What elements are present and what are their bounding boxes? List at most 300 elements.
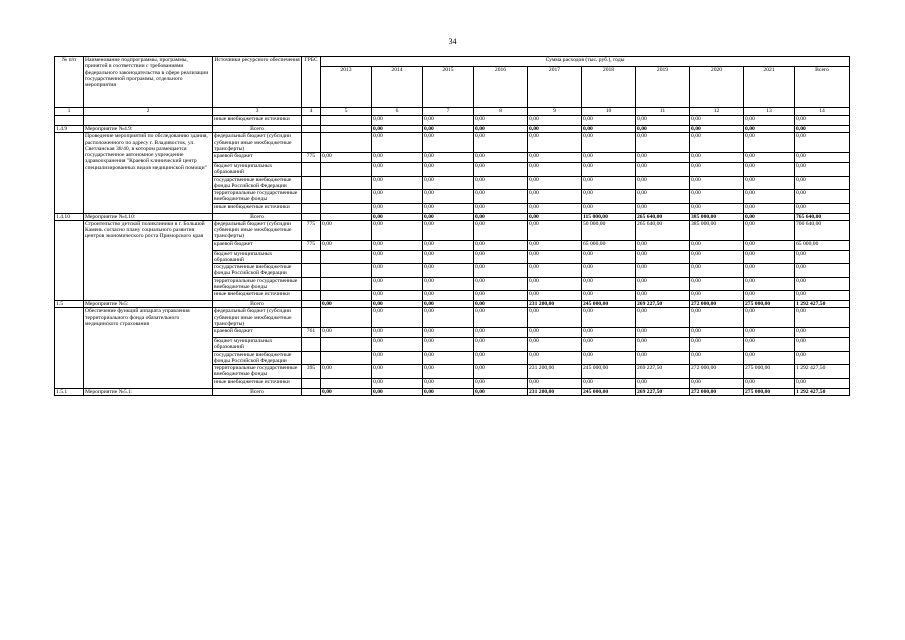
- row-value: 0,00: [795, 277, 850, 291]
- row-value: 0,00: [372, 378, 423, 388]
- row-value: 0,00: [372, 203, 423, 213]
- row-value: 0,00: [795, 291, 850, 301]
- row-value: 0,00: [636, 163, 690, 177]
- row-value: 0,00: [744, 378, 795, 388]
- row-value: 0,00: [474, 153, 528, 163]
- row-grbs: [302, 126, 321, 133]
- header-year: 2021: [744, 67, 795, 108]
- row-value: 265 640,00: [636, 213, 690, 220]
- row-value: 0,00: [372, 328, 423, 338]
- row-value: 0,00: [744, 277, 795, 291]
- row-value: 0,00: [690, 264, 744, 278]
- row-value: 0,00: [636, 291, 690, 301]
- row-value: [321, 116, 372, 126]
- table-header: [55, 57, 850, 116]
- row-value: 0,00: [474, 338, 528, 352]
- row-value: 0,00: [528, 277, 582, 291]
- row-value: 0,00: [636, 378, 690, 388]
- row-value: 0,00: [474, 301, 528, 308]
- row-value: 0,00: [795, 338, 850, 352]
- row-grbs: [302, 338, 321, 352]
- row-value: 245 000,00: [582, 365, 636, 379]
- row-value: 0,00: [528, 163, 582, 177]
- row-value: 0,00: [423, 190, 474, 204]
- row-value: 0,00: [423, 116, 474, 126]
- row-value: [321, 351, 372, 365]
- row-source: иные внебюджетные источники: [213, 203, 302, 213]
- row-value: [321, 176, 372, 190]
- row-value: 0,00: [795, 153, 850, 163]
- row-value: 0,00: [636, 328, 690, 338]
- row-grbs: 775: [302, 220, 321, 240]
- row-value: 0,00: [744, 116, 795, 126]
- row-value: 0,00: [582, 133, 636, 153]
- row-value: 0,00: [474, 308, 528, 328]
- row-value: 0,00: [690, 133, 744, 153]
- row-value: 0,00: [690, 277, 744, 291]
- row-value: 0,00: [795, 328, 850, 338]
- row-value: [321, 264, 372, 278]
- row-value: 0,00: [744, 220, 795, 240]
- row-value: 0,00: [528, 308, 582, 328]
- row-value: 0,00: [636, 277, 690, 291]
- row-value: 0,00: [423, 203, 474, 213]
- row-grbs: [302, 351, 321, 365]
- row-grbs: [302, 378, 321, 388]
- row-source: Всего: [213, 388, 302, 395]
- row-value: 0,00: [474, 378, 528, 388]
- row-value: 0,00: [423, 338, 474, 352]
- row-value: 0,00: [690, 203, 744, 213]
- row-description: Обеспечение функций аппарата управления территориального фонда обязательного медицинского страхования: [84, 308, 213, 388]
- column-index: 11: [636, 108, 690, 116]
- row-value: 0,00: [690, 338, 744, 352]
- row-value: 0,00: [528, 291, 582, 301]
- row-value: 0,00: [744, 176, 795, 190]
- row-value: 0,00: [423, 153, 474, 163]
- row-source: государственные внебюджетные фонды Российской Федерации: [213, 176, 302, 190]
- row-value: 0,00: [582, 163, 636, 177]
- header-year: 2015: [423, 67, 474, 108]
- row-grbs: [302, 388, 321, 395]
- row-value: 0,00: [690, 351, 744, 365]
- column-index: 5: [321, 108, 372, 116]
- row-value: 0,00: [372, 220, 423, 240]
- row-number: 1.4.10: [55, 213, 84, 220]
- table-row-total: [55, 213, 850, 220]
- column-index: 14: [795, 108, 850, 116]
- row-value: 0,00: [474, 365, 528, 379]
- row-value: 0,00: [372, 116, 423, 126]
- row-value: 385 000,00: [690, 220, 744, 240]
- header-year: 2018: [582, 67, 636, 108]
- row-grbs: [302, 116, 321, 126]
- row-value: 0,00: [636, 153, 690, 163]
- row-value: 0,00: [582, 264, 636, 278]
- row-value: 0,00: [321, 153, 372, 163]
- row-value: 0,00: [795, 378, 850, 388]
- row-value: 0,00: [690, 153, 744, 163]
- row-value: 272 000,00: [690, 301, 744, 308]
- row-value: 0,00: [372, 301, 423, 308]
- column-index: 2: [84, 108, 213, 116]
- row-value: 0,00: [528, 176, 582, 190]
- row-value: 0,00: [636, 338, 690, 352]
- header-year-total: Всего: [795, 67, 850, 108]
- row-source: иные внебюджетные источники: [213, 116, 302, 126]
- header-year: 2020: [690, 67, 744, 108]
- row-value: 231 200,00: [528, 301, 582, 308]
- row-value: 0,00: [795, 176, 850, 190]
- row-grbs: [302, 163, 321, 177]
- column-index: 1: [55, 108, 84, 116]
- row-value: 0,00: [744, 351, 795, 365]
- row-value: 0,00: [795, 190, 850, 204]
- header-year: 2017: [528, 67, 582, 108]
- row-value: 385 000,00: [690, 213, 744, 220]
- row-grbs: 761: [302, 328, 321, 338]
- row-source: территориальные государственные внебюджетные фонды: [213, 365, 302, 379]
- row-value: 0,00: [795, 264, 850, 278]
- row-grbs: [302, 190, 321, 204]
- row-value: 0,00: [744, 133, 795, 153]
- page-number: 34: [448, 37, 457, 46]
- row-value: 0,00: [582, 153, 636, 163]
- column-index: 6: [372, 108, 423, 116]
- row-value: 0,00: [474, 388, 528, 395]
- column-index: 4: [302, 108, 321, 116]
- row-value: [321, 277, 372, 291]
- row-grbs: [302, 277, 321, 291]
- row-value: 275 000,00: [744, 365, 795, 379]
- column-index: 7: [423, 108, 474, 116]
- row-value: [321, 291, 372, 301]
- row-source: иные внебюджетные источники: [213, 291, 302, 301]
- row-value: 0,00: [744, 126, 795, 133]
- row-value: 245 000,00: [582, 301, 636, 308]
- row-value: 0,00: [582, 250, 636, 264]
- header-col-grbs: ГРБС: [302, 57, 321, 108]
- row-value: 0,00: [528, 378, 582, 388]
- row-value: 0,00: [423, 365, 474, 379]
- row-number: 1.5.1: [55, 388, 84, 395]
- row-value: 65 000,00: [582, 240, 636, 250]
- header-year: 2014: [372, 67, 423, 108]
- row-number: 1.4.9: [55, 126, 84, 133]
- header-year: 2019: [636, 67, 690, 108]
- row-value: 0,00: [636, 250, 690, 264]
- row-value: 0,00: [372, 133, 423, 153]
- row-value: 0,00: [744, 153, 795, 163]
- budget-table: [54, 56, 850, 396]
- row-value: 0,00: [528, 153, 582, 163]
- row-value: 0,00: [795, 116, 850, 126]
- row-grbs: [302, 264, 321, 278]
- row-source: территориальные государственные внебюджетные фонды: [213, 277, 302, 291]
- row-value: 0,00: [372, 163, 423, 177]
- row-value: 0,00: [321, 328, 372, 338]
- row-source: государственные внебюджетные фонды Российской Федерации: [213, 351, 302, 365]
- table-row-total: [55, 388, 850, 395]
- row-value: 0,00: [582, 126, 636, 133]
- row-number: 1.5: [55, 301, 84, 308]
- row-value: 0,00: [582, 338, 636, 352]
- row-value: 0,00: [474, 203, 528, 213]
- row-value: 272 000,00: [690, 388, 744, 395]
- row-value: 0,00: [690, 328, 744, 338]
- row-value: 0,00: [582, 291, 636, 301]
- row-value: 0,00: [474, 351, 528, 365]
- row-value: 0,00: [528, 351, 582, 365]
- row-value: 0,00: [372, 388, 423, 395]
- header-sum: Сумма расходов (тыс. руб.), годы: [321, 57, 850, 67]
- row-value: 0,00: [636, 116, 690, 126]
- row-description: Строительство детской поликлиники в г. Большой Камень согласно плану социального развития центров экономического роста Приморского края: [84, 220, 213, 300]
- row-value: [321, 163, 372, 177]
- row-value: 0,00: [372, 240, 423, 250]
- row-number: [55, 116, 84, 126]
- row-value: 50 000,00: [582, 220, 636, 240]
- row-value: 0,00: [423, 220, 474, 240]
- row-value: [321, 133, 372, 153]
- row-value: 1 292 427,50: [795, 388, 850, 395]
- row-name: [84, 116, 213, 126]
- row-number-empty: [55, 308, 84, 388]
- row-value: 1 292 427,50: [795, 301, 850, 308]
- table-row: [55, 116, 850, 126]
- row-value: 0,00: [372, 126, 423, 133]
- column-index: 12: [690, 108, 744, 116]
- row-value: 0,00: [372, 153, 423, 163]
- row-value: 0,00: [423, 240, 474, 250]
- row-value: 0,00: [528, 126, 582, 133]
- row-value: 0,00: [474, 328, 528, 338]
- row-value: 0,00: [744, 291, 795, 301]
- row-value: 0,00: [744, 308, 795, 328]
- row-value: 0,00: [372, 308, 423, 328]
- row-value: 269 227,50: [636, 388, 690, 395]
- row-value: 0,00: [423, 264, 474, 278]
- row-source: государственные внебюджетные фонды Российской Федерации: [213, 264, 302, 278]
- row-source: федеральный бюджет (субсидии субвенции иные межбюджетные трансферты): [213, 308, 302, 328]
- row-value: 0,00: [744, 190, 795, 204]
- column-index: 9: [528, 108, 582, 116]
- row-value: 0,00: [528, 328, 582, 338]
- row-value: 0,00: [321, 365, 372, 379]
- row-value: [321, 203, 372, 213]
- row-value: 0,00: [636, 133, 690, 153]
- row-value: 0,00: [690, 250, 744, 264]
- row-value: 0,00: [423, 388, 474, 395]
- table-row: [55, 308, 850, 328]
- row-source: краевой бюджет: [213, 153, 302, 163]
- row-value: 0,00: [423, 301, 474, 308]
- row-value: 275 000,00: [744, 388, 795, 395]
- row-value: 0,00: [690, 163, 744, 177]
- column-index: 3: [213, 108, 302, 116]
- row-value: 231 200,00: [528, 365, 582, 379]
- row-value: 0,00: [690, 126, 744, 133]
- row-grbs: [302, 301, 321, 308]
- row-value: 0,00: [423, 378, 474, 388]
- row-name: Мероприятие №4.9:: [84, 126, 213, 133]
- table-body: [55, 116, 850, 396]
- row-value: [321, 213, 372, 220]
- row-description: Проведение мероприятий по обследованию здания, расположенного по адресу г. Владивосток, ул. Светланская 38/40, в котором размещается государственное автономное учреждение здравоохранения "Краевой клинический центр специализированных видов медицинской помощи": [84, 133, 213, 213]
- row-source: федеральный бюджет (субсидии субвенции иные межбюджетные трансферты): [213, 220, 302, 240]
- row-value: 0,00: [795, 308, 850, 328]
- row-value: 0,00: [474, 126, 528, 133]
- header-col-source: Источники ресурсного обеспечения: [213, 57, 302, 108]
- row-value: 0,00: [423, 176, 474, 190]
- row-value: 115 000,00: [582, 213, 636, 220]
- row-value: 0,00: [636, 176, 690, 190]
- row-value: 0,00: [528, 240, 582, 250]
- row-grbs: [302, 203, 321, 213]
- row-value: 0,00: [744, 250, 795, 264]
- row-source: федеральный бюджет (субсидии субвенции иные межбюджетные трансферты): [213, 133, 302, 153]
- row-value: [321, 338, 372, 352]
- row-value: 0,00: [528, 213, 582, 220]
- row-source: бюджет муниципальных образований: [213, 250, 302, 264]
- row-value: 0,00: [474, 190, 528, 204]
- header-year: 2016: [474, 67, 528, 108]
- row-value: 0,00: [690, 378, 744, 388]
- row-value: 0,00: [474, 133, 528, 153]
- row-value: 0,00: [636, 190, 690, 204]
- row-source: бюджет муниципальных образований: [213, 163, 302, 177]
- row-value: 0,00: [372, 250, 423, 264]
- row-value: 0,00: [474, 116, 528, 126]
- row-value: [321, 126, 372, 133]
- row-grbs: 775: [302, 240, 321, 250]
- row-value: 0,00: [474, 240, 528, 250]
- row-value: [321, 378, 372, 388]
- row-value: 0,00: [423, 133, 474, 153]
- row-value: 0,00: [528, 220, 582, 240]
- row-source: иные внебюджетные источники: [213, 378, 302, 388]
- row-value: 0,00: [474, 291, 528, 301]
- row-value: 700 640,00: [795, 220, 850, 240]
- row-name: Мероприятие №4.10:: [84, 213, 213, 220]
- row-value: 0,00: [690, 116, 744, 126]
- row-value: 0,00: [582, 277, 636, 291]
- table-row-total: [55, 301, 850, 308]
- row-value: 0,00: [795, 351, 850, 365]
- row-grbs: [302, 133, 321, 153]
- row-value: 0,00: [528, 338, 582, 352]
- row-value: 1 292 427,50: [795, 365, 850, 379]
- row-value: 0,00: [528, 133, 582, 153]
- row-value: 0,00: [423, 163, 474, 177]
- row-value: 0,00: [372, 351, 423, 365]
- row-value: [321, 308, 372, 328]
- row-value: 0,00: [582, 203, 636, 213]
- row-value: 0,00: [372, 213, 423, 220]
- row-value: 272 000,00: [690, 365, 744, 379]
- row-value: 0,00: [474, 213, 528, 220]
- row-value: 245 000,00: [582, 388, 636, 395]
- row-value: 0,00: [744, 338, 795, 352]
- row-value: 0,00: [744, 213, 795, 220]
- column-index: 8: [474, 108, 528, 116]
- row-value: 0,00: [744, 163, 795, 177]
- row-value: 0,00: [474, 176, 528, 190]
- row-value: 275 000,00: [744, 301, 795, 308]
- row-value: 0,00: [582, 308, 636, 328]
- row-value: 269 227,50: [636, 301, 690, 308]
- row-value: 0,00: [690, 240, 744, 250]
- row-value: 0,00: [372, 365, 423, 379]
- row-name: Мероприятие №5:: [84, 301, 213, 308]
- row-source: краевой бюджет: [213, 240, 302, 250]
- row-value: 0,00: [744, 203, 795, 213]
- row-grbs: [302, 291, 321, 301]
- row-value: 0,00: [582, 116, 636, 126]
- row-value: 0,00: [423, 277, 474, 291]
- row-value: 0,00: [795, 250, 850, 264]
- row-value: 0,00: [474, 220, 528, 240]
- row-value: 0,00: [690, 176, 744, 190]
- row-value: 0,00: [795, 203, 850, 213]
- row-value: 0,00: [423, 126, 474, 133]
- row-value: 0,00: [321, 220, 372, 240]
- row-value: 0,00: [582, 351, 636, 365]
- row-grbs: [302, 213, 321, 220]
- row-number-empty: [55, 220, 84, 300]
- row-value: 0,00: [528, 190, 582, 204]
- row-value: 0,00: [795, 163, 850, 177]
- row-value: 0,00: [636, 264, 690, 278]
- table-row: [55, 220, 850, 240]
- row-grbs: 395: [302, 365, 321, 379]
- row-value: 0,00: [690, 308, 744, 328]
- row-value: 0,00: [372, 264, 423, 278]
- row-value: 0,00: [474, 264, 528, 278]
- row-grbs: [302, 176, 321, 190]
- table-row: [55, 133, 850, 153]
- row-value: 0,00: [582, 378, 636, 388]
- row-value: 0,00: [795, 126, 850, 133]
- row-value: 0,00: [744, 264, 795, 278]
- row-value: 0,00: [582, 176, 636, 190]
- row-value: 0,00: [744, 240, 795, 250]
- row-value: 0,00: [528, 250, 582, 264]
- row-value: [321, 250, 372, 264]
- row-value: 0,00: [636, 308, 690, 328]
- row-value: 0,00: [423, 250, 474, 264]
- row-value: 0,00: [372, 190, 423, 204]
- row-source: территориальные государственные внебюджетные фонды: [213, 190, 302, 204]
- row-value: 0,00: [423, 328, 474, 338]
- row-value: 0,00: [636, 351, 690, 365]
- row-source: краевой бюджет: [213, 328, 302, 338]
- column-index: 10: [582, 108, 636, 116]
- row-source: Всего: [213, 301, 302, 308]
- row-value: 0,00: [372, 338, 423, 352]
- row-value: 0,00: [744, 328, 795, 338]
- row-value: 0,00: [423, 213, 474, 220]
- row-value: 269 227,50: [636, 365, 690, 379]
- row-grbs: 775: [302, 153, 321, 163]
- row-value: 0,00: [636, 203, 690, 213]
- row-value: 0,00: [528, 116, 582, 126]
- header-year: 2013: [321, 67, 372, 108]
- row-value: 0,00: [636, 240, 690, 250]
- header-col-no: № п/п: [55, 57, 84, 108]
- row-source: Всего: [213, 213, 302, 220]
- row-value: 0,00: [321, 301, 372, 308]
